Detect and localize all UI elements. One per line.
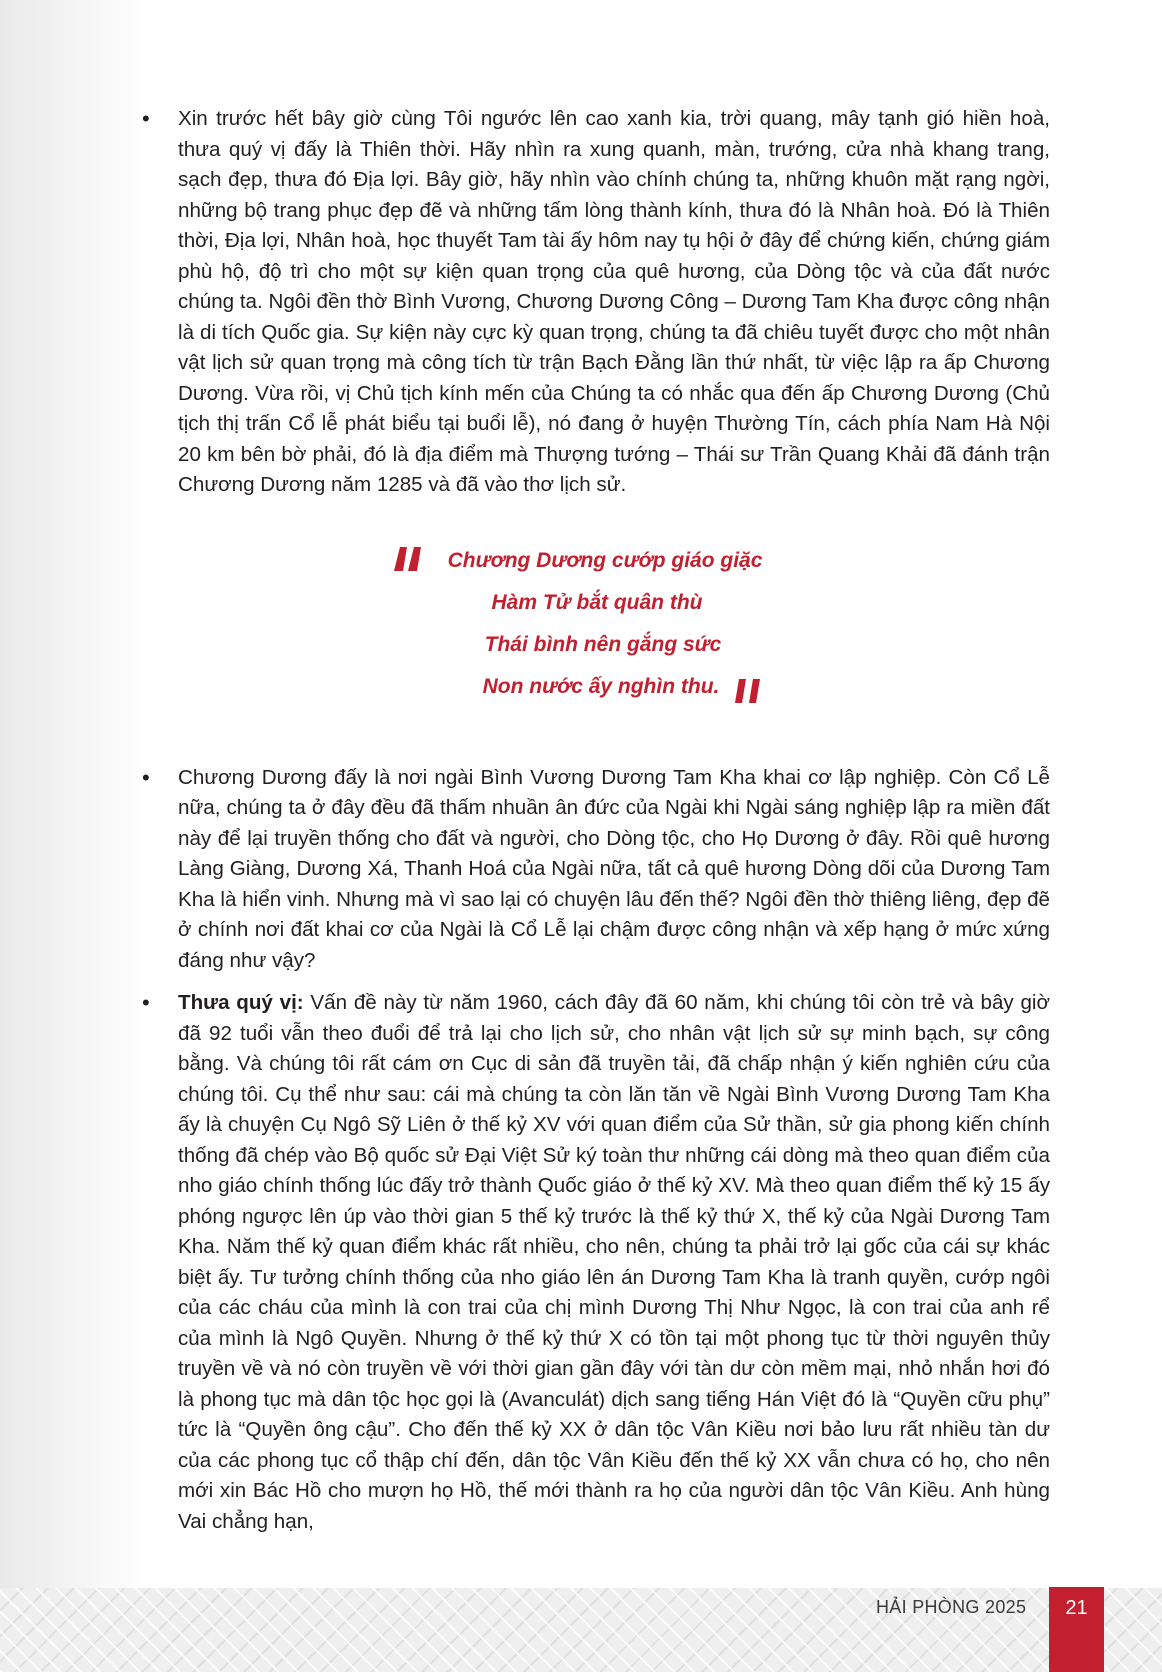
- bullet-paragraph-2: [140, 763, 1050, 977]
- left-margin-shade: [0, 0, 150, 1672]
- paragraph-lead-in: Thưa quý vị:: [178, 991, 304, 1014]
- paragraph-text: Xin trước hết bây giờ cùng Tôi ngước lên cao xanh kia, trời quang, mây tạnh gió hiền hoà, thưa quý vị đấy là Thiên thời. Hãy nhìn ra xung quanh, màn, trướng, cửa nhà khang trang, sạch đẹp, thưa đó Địa lợi. Bây giờ, hãy nhìn vào chính chúng ta, những khuôn mặt rạng ngời, những bộ trang phục đẹp đẽ và những tấm lòng thành kính, thưa đó là Nhân hoà. Đó là Thiên thời, Địa lợi, Nhân hoà, học thuyết Tam tài ấy hôm nay tụ hội ở đây để chứng kiến, chứng giám phù hộ, độ trì cho một sự kiện quan trọng của quê hương, của Dòng tộc và của đất nước chúng ta. Ngôi đền thờ Bình Vương, Chương Dương Công – Dương Tam Kha được công nhận là di tích Quốc gia. Sự kiện này cực kỳ quan trọng, chúng ta đã chiêu tuyết được cho một nhân vật lịch sử quan trọng mà công tích từ trận Bạch Đằng lần thứ nhất, từ việc lập ra ấp Chương Dương. Vừa rồi, vị Chủ tịch kính mến của Chúng ta có nhắc qua đến ấp Chương Dương (Chủ tịch thị trấn Cổ lễ phát biểu tại buổi lễ), nó đang ở huyện Thường Tín, cách phía Nam Hà Nội 20 km bên bờ phải, đó là địa điểm mà Thượng tướng – Thái sư Trần Quang Khải đã đánh trận Chương Dương năm 1285 và đã vào thơ lịch sử.: [178, 107, 1050, 496]
- paragraph-text: [178, 988, 1050, 1537]
- poem-line-1: Chương Dương cướp giáo giặc: [447, 548, 763, 572]
- poem-line-2: Hàm Tử bắt quân thù: [491, 590, 703, 614]
- paragraph-text: Chương Dương đấy là nơi ngài Bình Vương Dương Tam Kha khai cơ lập nghiệp. Còn Cổ Lễ nữa, chúng ta ở đây đều đã thấm nhuần ân đức của Ngài khi Ngài sáng nghiệp lập ra miền đất này để lại truyền thống cho đất và người, cho Dòng tộc, cho Họ Dương ở đây. Rồi quê hương Làng Giàng, Dương Xá, Thanh Hoá của Ngài nữa, tất cả quê hương Dòng dõi của Dương Tam Kha là hiển vinh. Nhưng mà vì sao lại có chuyện lâu đến thế? Ngôi đền thờ thiêng liêng, đẹp đẽ ở chính nơi đất khai cơ của Ngài là Cổ Lễ lại chậm được công nhận và xếp hạng ở mức xứng đáng như vậy?: [178, 765, 1050, 972]
- bullet-marker: •: [142, 990, 150, 1015]
- close-quote-icon: [732, 677, 766, 707]
- paragraph-body: Vấn đề này từ năm 1960, cách đây đã 60 năm, khi chúng tôi còn trẻ và bây giờ đã 92 tuổi vẫn theo đuổi để trả lại cho lịch sử, cho nhân vật lịch sử sự minh bạch, sự công bằng. Và chúng tôi rất cám ơn Cục di sản đã truyền tải, đã chấp nhận ý kiến nghiên cứu của chúng tôi. Cụ thể như sau: cái mà chúng ta còn lăn tăn về Ngài Bình Vương Dương Tam Kha ấy là chuyện Cụ Ngô Sỹ Liên ở thế kỷ XV với quan điểm của Sử thần, sử gia phong kiến chính thống đã chép vào Bộ quốc sử Đại Việt Sử ký toàn thư những cái dòng mà theo quan điểm của nho giáo chính thống lúc đấy trở thành Quốc giáo ở thế kỷ XV. Mà theo quan điểm thế kỷ 15 ấy phóng ngược lên úp vào thời gian 5 thế kỷ trước là thế kỷ thứ X, thế kỷ của Ngài Dương Tam Kha. Năm thế kỷ quan điểm khác rất nhiều, cho nên, chúng ta phải trở lại gốc của cái sự khác biệt ấy. Tư tưởng chính thống của nho giáo lên án Dương Tam Kha là tranh quyền, cướp ngôi của các cháu của mình là con trai của chị mình Dương Thị Như Ngọc, là con trai của anh rể của mình là Ngô Quyền. Nhưng ở thế kỷ thứ X có tồn tại một phong tục từ thời nguyên thủy truyền về và nó còn truyền về với thời gian gần đây với tàn dư còn mềm mại, nhỏ nhắn hơi đó là phong tục mà dân tộc học gọi là (Avanculát) dịch sang tiếng Hán Việt đó là “Quyền cữu phụ” tức là “Quyền ông cậu”. Cho đến thế kỷ XX ở dân tộc Vân Kiều nơi bảo lưu rất nhiều tàn dư của các phong tục cổ thập chí đến, dân tộc Vân Kiều đến thế kỷ XX vẫn chưa có họ, cho nên mới xin Bác Hồ cho mượn họ Hồ, thế mới thành ra họ của người dân tộc Vân Kiều. Anh hùng Vai chẳng hạn,: [178, 991, 1050, 1533]
- bullet-paragraph-1: [140, 104, 1050, 501]
- poem-line-3: Thái bình nên gắng sức: [484, 632, 722, 656]
- bullet-paragraph-3: [140, 988, 1050, 1537]
- page-number-box: [1049, 1587, 1104, 1672]
- bullet-marker: •: [142, 764, 150, 790]
- footer-publication-label: HẢI PHÒNG 2025: [876, 1597, 1027, 1617]
- poem-line-4: Non nước ấy nghìn thu.: [482, 674, 720, 698]
- page-content: [140, 104, 1050, 1537]
- poem-quote: [140, 543, 1050, 717]
- page-number: 21: [1065, 1597, 1088, 1619]
- bullet-marker: •: [142, 106, 150, 131]
